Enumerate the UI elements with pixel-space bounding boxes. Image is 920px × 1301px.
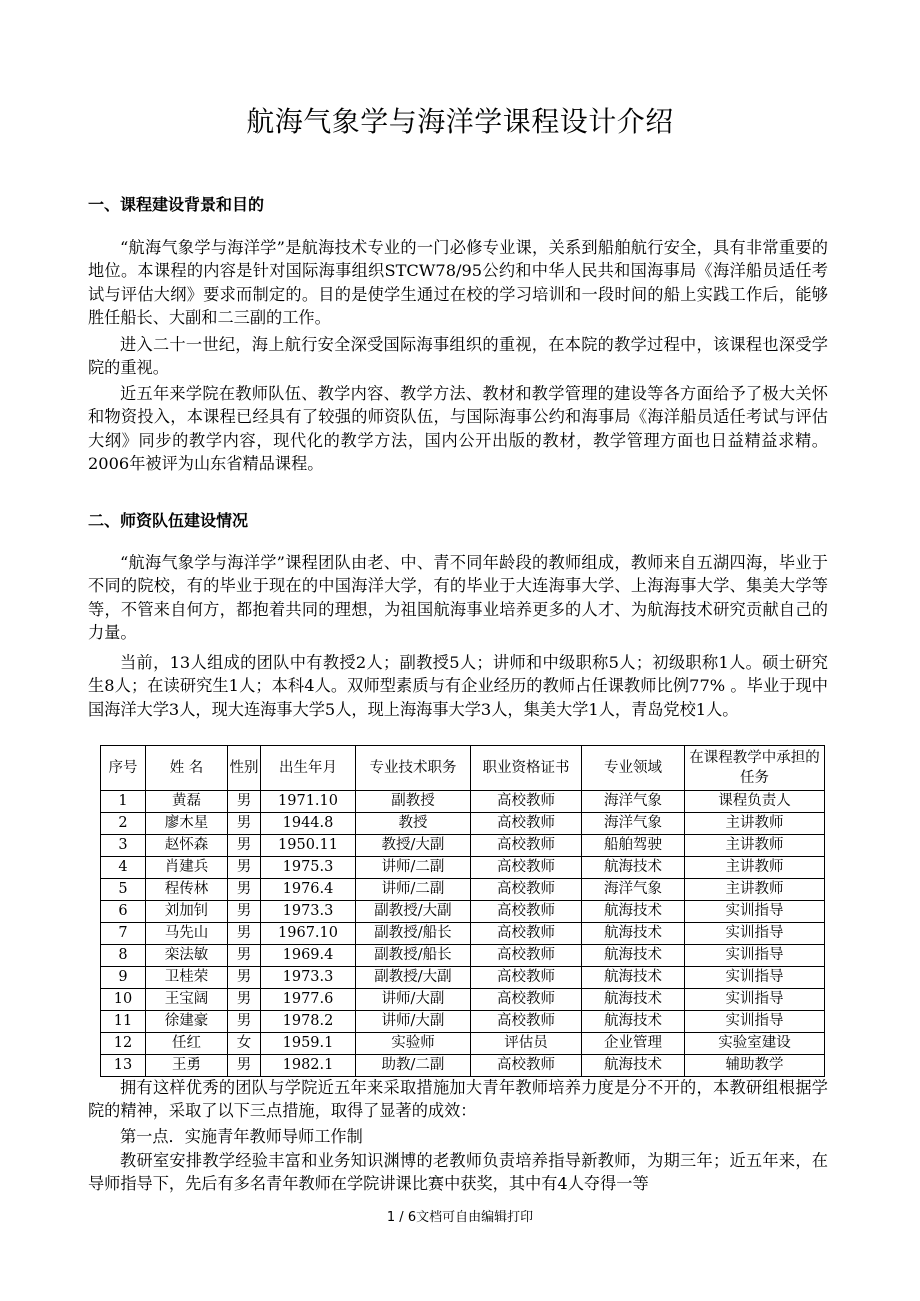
table-cell: 高校教师 (471, 879, 582, 901)
table-cell: 3 (101, 835, 146, 857)
table-cell: 1944.8 (261, 813, 356, 835)
table-cell: 航海技术 (582, 857, 685, 879)
table-cell: 高校教师 (471, 923, 582, 945)
table-cell: 男 (228, 791, 261, 813)
table-cell: 1976.4 (261, 879, 356, 901)
table-cell: 实训指导 (685, 945, 825, 967)
table-row (101, 1033, 825, 1055)
table-cell: 教授/大副 (356, 835, 471, 857)
table-cell: 主讲教师 (685, 835, 825, 857)
table-row (101, 989, 825, 1011)
table-cell: 1967.10 (261, 923, 356, 945)
table-cell: 男 (228, 1011, 261, 1033)
table-cell: 主讲教师 (685, 813, 825, 835)
table-cell: 任红 (146, 1033, 228, 1055)
table-cell: 航海技术 (582, 1011, 685, 1033)
section-heading-1: 一、课程建设背景和目的 (88, 195, 265, 214)
table-cell: 高校教师 (471, 1055, 582, 1077)
table-cell: 高校教师 (471, 1011, 582, 1033)
table-row (101, 923, 825, 945)
table-cell: 男 (228, 835, 261, 857)
table-cell: 高校教师 (471, 945, 582, 967)
table-cell: 高校教师 (471, 857, 582, 879)
table-cell: 男 (228, 967, 261, 989)
table-row (101, 1011, 825, 1033)
header-cell: 姓 名 (146, 746, 228, 791)
table-cell: 栾法敏 (146, 945, 228, 967)
table-cell: 辅助教学 (685, 1055, 825, 1077)
header-cell: 出生年月 (261, 746, 356, 791)
table-row (101, 967, 825, 989)
table-cell: 讲师/二副 (356, 857, 471, 879)
table-cell: 副教授/船长 (356, 945, 471, 967)
table-cell: 课程负责人 (685, 791, 825, 813)
header-cell: 在课程教学中承担的任务 (685, 746, 825, 791)
table-cell: 航海技术 (582, 1055, 685, 1077)
table-cell: 副教授 (356, 791, 471, 813)
table-cell: 1975.3 (261, 857, 356, 879)
page-title: 航海气象学与海洋学课程设计介绍 (246, 105, 674, 138)
page-footer: 1 / 6文档可自由编辑打印 (386, 1210, 534, 1225)
header-cell: 专业技术职务 (356, 746, 471, 791)
table-cell: 4 (101, 857, 146, 879)
paragraph: “航海气象学与海洋学”是航海技术专业的一门必修专业课，关系到船舶航行安全，具有非常重要的地位。本课程的内容是针对国际海事组织STCW78/95公约和中华人民共和国海事局《海洋船员适任考试与评估大纲》要求而制定的。目的是使学生通过在校的学习培训和一段时间的船上实践工作后，能够胜任船长、大副和二三副的工作。 (88, 238, 828, 328)
table-row (101, 857, 825, 879)
paragraph: 教研室安排教学经验丰富和业务知识渊博的老教师负责培养指导新教师，为期三年；近五年来，在导师指导下，先后有多名青年教师在学院讲课比赛中获奖，其中有4人夺得一等 (88, 1151, 828, 1194)
table-row (101, 901, 825, 923)
table-cell: 黄磊 (146, 791, 228, 813)
table-cell: 讲师/大副 (356, 1011, 471, 1033)
table-cell: 海洋气象 (582, 879, 685, 901)
table-cell: 卫桂荣 (146, 967, 228, 989)
table-cell: 徐建豪 (146, 1011, 228, 1033)
table-cell: 12 (101, 1033, 146, 1055)
table-cell: 1978.2 (261, 1011, 356, 1033)
header-cell: 职业资格证书 (471, 746, 582, 791)
table-cell: 评估员 (471, 1033, 582, 1055)
table-row (101, 945, 825, 967)
table-cell: 讲师/二副 (356, 879, 471, 901)
table-cell: 廖木星 (146, 813, 228, 835)
table-cell: 实训指导 (685, 989, 825, 1011)
table-cell: 1950.11 (261, 835, 356, 857)
table-cell: 航海技术 (582, 901, 685, 923)
table-cell: 王勇 (146, 1055, 228, 1077)
table-cell: 1973.3 (261, 901, 356, 923)
table-cell: 高校教师 (471, 989, 582, 1011)
table-cell: 8 (101, 945, 146, 967)
table-cell: 实验师 (356, 1033, 471, 1055)
table-cell: 男 (228, 813, 261, 835)
table-cell: 船舶驾驶 (582, 835, 685, 857)
table-cell: 10 (101, 989, 146, 1011)
table-cell: 讲师/大副 (356, 989, 471, 1011)
table-row (101, 791, 825, 813)
table-cell: 男 (228, 857, 261, 879)
table-cell: 1982.1 (261, 1055, 356, 1077)
table-cell: 1973.3 (261, 967, 356, 989)
table-cell: 高校教师 (471, 967, 582, 989)
paragraph: 拥有这样优秀的团队与学院近五年来采取措施加大青年教师培养力度是分不开的，本教研组根据学院的精神，采取了以下三点措施，取得了显著的成效： (88, 1078, 828, 1121)
table-cell: 实训指导 (685, 901, 825, 923)
table-cell: 女 (228, 1033, 261, 1055)
paragraph: “航海气象学与海洋学”课程团队由老、中、青不同年龄段的教师组成，教师来自五湖四海，毕业于不同的院校，有的毕业于现在的中国海洋大学，有的毕业于大连海事大学、上海海事大学、集美大学等等，不管来自何方，都抱着共同的理想，为祖国航海事业培养更多的人才、为航海技术研究贡献自己的力量。 (88, 553, 828, 643)
table-cell: 7 (101, 923, 146, 945)
paragraph: 近五年来学院在教师队伍、教学内容、教学方法、教材和教学管理的建设等各方面给予了极大关怀和物资投入，本课程已经具有了较强的师资队伍，与国际海事公约和海事局《海洋船员适任考试与评估大纲》同步的教学内容，现代化的教学方法，国内公开出版的教材，教学管理方面也日益精益求精。2006年被评为山东省精品课程。 (88, 384, 828, 474)
table-cell: 13 (101, 1055, 146, 1077)
table-cell: 主讲教师 (685, 857, 825, 879)
table-cell: 马先山 (146, 923, 228, 945)
table-cell: 副教授/大副 (356, 901, 471, 923)
table-cell: 11 (101, 1011, 146, 1033)
table-cell: 实验室建设 (685, 1033, 825, 1055)
table-cell: 高校教师 (471, 813, 582, 835)
table-cell: 实训指导 (685, 923, 825, 945)
table-row (101, 879, 825, 901)
table-cell: 男 (228, 945, 261, 967)
table-cell: 1977.6 (261, 989, 356, 1011)
header-cell: 性别 (228, 746, 261, 791)
table-cell: 程传林 (146, 879, 228, 901)
table-cell: 高校教师 (471, 901, 582, 923)
table-cell: 男 (228, 923, 261, 945)
table-cell: 9 (101, 967, 146, 989)
paragraph: 当前，13人组成的团队中有教授2人；副教授5人；讲师和中级职称5人；初级职称1人。硕士研究生8人；在读研究生1人；本科4人。双师型素质与有企业经历的教师占任课教师比例77% 。毕业于现中国海洋大学3人，现大连海事大学5人，现上海海事大学3人，集美大学1人，青岛党校1人。 (88, 653, 828, 719)
table-cell: 主讲教师 (685, 879, 825, 901)
section-heading-2: 二、师资队伍建设情况 (88, 511, 249, 530)
table-cell: 副教授/船长 (356, 923, 471, 945)
table-cell: 男 (228, 879, 261, 901)
table-row (101, 1055, 825, 1077)
table-row (101, 813, 825, 835)
table-cell: 1969.4 (261, 945, 356, 967)
table-cell: 2 (101, 813, 146, 835)
table-cell: 5 (101, 879, 146, 901)
table-cell: 航海技术 (582, 989, 685, 1011)
table-cell: 男 (228, 989, 261, 1011)
table-cell: 刘加钊 (146, 901, 228, 923)
table-cell: 高校教师 (471, 835, 582, 857)
table-header-row (101, 746, 825, 791)
paragraph: 第一点．实施青年教师导师工作制 (120, 1127, 363, 1146)
table-cell: 肖建兵 (146, 857, 228, 879)
table-cell: 教授 (356, 813, 471, 835)
table-cell: 男 (228, 1055, 261, 1077)
table-cell: 海洋气象 (582, 813, 685, 835)
table-cell: 副教授/大副 (356, 967, 471, 989)
staff-table (100, 745, 825, 1077)
table-cell: 助教/二副 (356, 1055, 471, 1077)
table-cell: 实训指导 (685, 1011, 825, 1033)
paragraph: 进入二十一世纪，海上航行安全深受国际海事组织的重视，在本院的教学过程中，该课程也深受学院的重视。 (88, 335, 828, 378)
header-cell: 序号 (101, 746, 146, 791)
table-cell: 企业管理 (582, 1033, 685, 1055)
table-cell: 海洋气象 (582, 791, 685, 813)
table-cell: 1959.1 (261, 1033, 356, 1055)
table-cell: 男 (228, 901, 261, 923)
header-cell: 专业领域 (582, 746, 685, 791)
table-cell: 航海技术 (582, 945, 685, 967)
table-cell: 航海技术 (582, 923, 685, 945)
table-cell: 6 (101, 901, 146, 923)
table-cell: 赵怀森 (146, 835, 228, 857)
table-row (101, 835, 825, 857)
table-cell: 航海技术 (582, 967, 685, 989)
table-cell: 高校教师 (471, 791, 582, 813)
table-cell: 1 (101, 791, 146, 813)
table-cell: 实训指导 (685, 967, 825, 989)
table-cell: 王宝阔 (146, 989, 228, 1011)
table-cell: 1971.10 (261, 791, 356, 813)
